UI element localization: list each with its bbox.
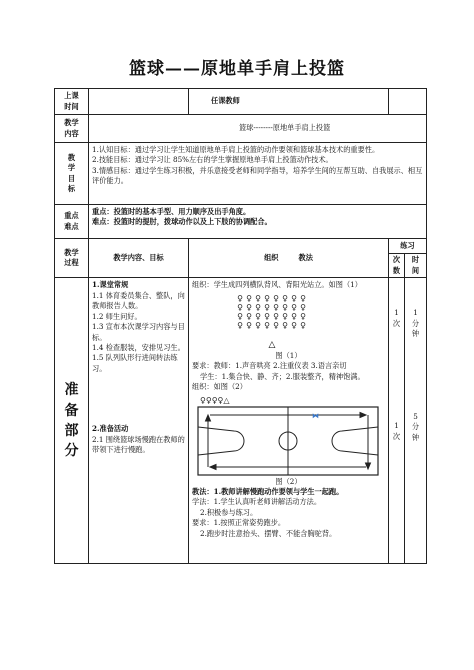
- student-icon: ♀: [291, 302, 297, 312]
- list-item: 1.3 宣布本次课学习内容与目标。: [92, 322, 185, 342]
- student-icon: ♀: [273, 311, 279, 321]
- fig1-caption: 图（1）: [275, 350, 302, 360]
- duration-header: 时 间: [405, 254, 427, 278]
- student-icon: ♀: [273, 293, 279, 303]
- process-header: 教学 过程: [55, 239, 89, 278]
- key-points-label: 重点 难点: [55, 205, 89, 239]
- student-icon: ♀: [255, 311, 261, 321]
- student-icon: ♀: [282, 320, 288, 330]
- student-icon: ♀: [291, 320, 297, 330]
- key-points-content: [89, 205, 427, 239]
- part2-text: 2.1 围绕篮球场慢跑在教师的带领下进行慢跑。: [92, 434, 185, 455]
- student-icon: ♀: [291, 293, 297, 303]
- practice-header: 练习: [389, 239, 427, 254]
- student-icon: ♀: [264, 311, 270, 321]
- list-item: 1.2 师生问好。: [92, 311, 142, 321]
- req1-teacher: 要求：教师：1.声音哄亮 2.注重仪表 3.语言亲切: [192, 361, 347, 371]
- goal-item: 2.技能目标：通过学习让 85%左右的学生掌握原地单手肩上投篮动作技术。: [92, 155, 333, 165]
- court-diagram: [192, 393, 384, 477]
- times-cell: [389, 278, 405, 564]
- teacher-triangle-icon: △: [268, 339, 276, 350]
- student-icon: ♀: [255, 293, 261, 303]
- runners-icon: ♀♀♀♀△: [200, 395, 230, 405]
- list-item: 1.5 队列队形行进间转法练习。: [92, 353, 178, 373]
- org2-text: 组织：如图（2）: [192, 382, 247, 392]
- key-point: 重点：投篮时的基本手型、用力顺序及出手角度。: [92, 207, 251, 216]
- req2-text-2: 2.跑步时注意抬头、摆臂、不能含胸驼背。: [200, 528, 337, 538]
- times-value: 1 次: [392, 421, 401, 441]
- goal-item: 3.情感目标：通过学生练习积极，并乐意接受老师和同学指导，培养学生间的互帮互助、自我展示、相互评价能力。: [92, 165, 423, 186]
- student-icon: ♀: [237, 293, 243, 303]
- student-icon: ♀: [237, 311, 243, 321]
- student-icon: ♀: [282, 302, 288, 312]
- duration-value: 1 分 钟: [411, 308, 420, 339]
- student-icon: ♀: [264, 293, 270, 303]
- goals-label: 教 学 目 标: [55, 143, 89, 205]
- student-icon: ♀: [246, 311, 252, 321]
- lesson-plan-table: [54, 88, 427, 564]
- org-method-header: 组织 教法: [189, 239, 389, 278]
- student-icon: ♀: [246, 302, 252, 312]
- student-icon: ♀: [246, 320, 252, 330]
- method-text: 教法：1.教师讲解慢跑动作要领与学生一起跑。: [192, 486, 344, 496]
- fig2-caption: 图（2）: [275, 476, 302, 486]
- part1-title: 1.课堂常规: [92, 280, 129, 290]
- difficulty: 难点：投篮时的提肘，拨球动作以及上下肢的协调配合。: [92, 217, 272, 227]
- part2-title: 2.准备活动: [92, 424, 129, 434]
- student-icon: ♀: [273, 302, 279, 312]
- student-icon: ♀: [300, 293, 306, 303]
- student-icon: ♀: [300, 302, 306, 312]
- student-icon: ♀: [291, 311, 297, 321]
- student-icon: ♀: [255, 320, 261, 330]
- org1-text: 组织：学生成四列横队背风、背阳光站立。如图（1）: [192, 280, 362, 290]
- req1-student: 学生：1.集合快、静、齐；2.服装整齐，精神饱满。: [200, 371, 365, 381]
- study-method: 学法：1.学生认真听老师讲解活动方法。: [192, 497, 322, 507]
- duration-value: 5 分 钟: [411, 411, 420, 442]
- content-value: 篮球--------原地单手肩上投篮: [89, 115, 427, 143]
- student-icon: ♀: [246, 293, 252, 303]
- teacher-label: 任课教师: [189, 89, 389, 115]
- student-icon: ♀: [255, 302, 261, 312]
- student-icon: ♀: [300, 311, 306, 321]
- goal-item: 1.认知目标：通过学习让学生知道原地单手肩上投篮的动作要领和篮球基本技术的重要性。: [92, 145, 380, 154]
- student-icon: ♀: [300, 320, 306, 330]
- times-header: 次 数: [389, 254, 405, 278]
- times-value: 1 次: [392, 308, 401, 328]
- section-content: [89, 278, 189, 564]
- goals-content: [89, 143, 427, 205]
- content-goal-header: 教学内容、目标: [89, 239, 189, 278]
- content-label: 教学 内容: [55, 115, 89, 143]
- class-time-value: [89, 89, 189, 115]
- section-org: [189, 278, 389, 564]
- student-icon: ♀: [237, 302, 243, 312]
- list-item: 1.4 检查服装，安排见习生。: [92, 342, 185, 352]
- section-name: 准 备 部 分: [55, 278, 89, 564]
- student-icon: ♀: [273, 320, 279, 330]
- document-title: 篮球——原地单手肩上投篮: [129, 59, 345, 79]
- teacher-value: [389, 89, 427, 115]
- formation-diagram: [192, 291, 384, 351]
- class-time-label: 上课 时间: [55, 89, 89, 115]
- student-icon: ♀: [237, 320, 243, 330]
- study-method-2: 2.积极参与练习。: [200, 507, 258, 517]
- student-icon: ♀: [282, 293, 288, 303]
- duration-cell: [405, 278, 427, 564]
- student-icon: ♀: [282, 311, 288, 321]
- student-icon: ♀: [264, 302, 270, 312]
- req2-text: 要求：1.按照正常姿势跑步。: [192, 518, 286, 528]
- direction-marker-icon: ⧓: [312, 411, 319, 420]
- list-item: 1.1 体育委员集合、整队，向教师报告人数。: [92, 290, 185, 311]
- student-icon: ♀: [264, 320, 270, 330]
